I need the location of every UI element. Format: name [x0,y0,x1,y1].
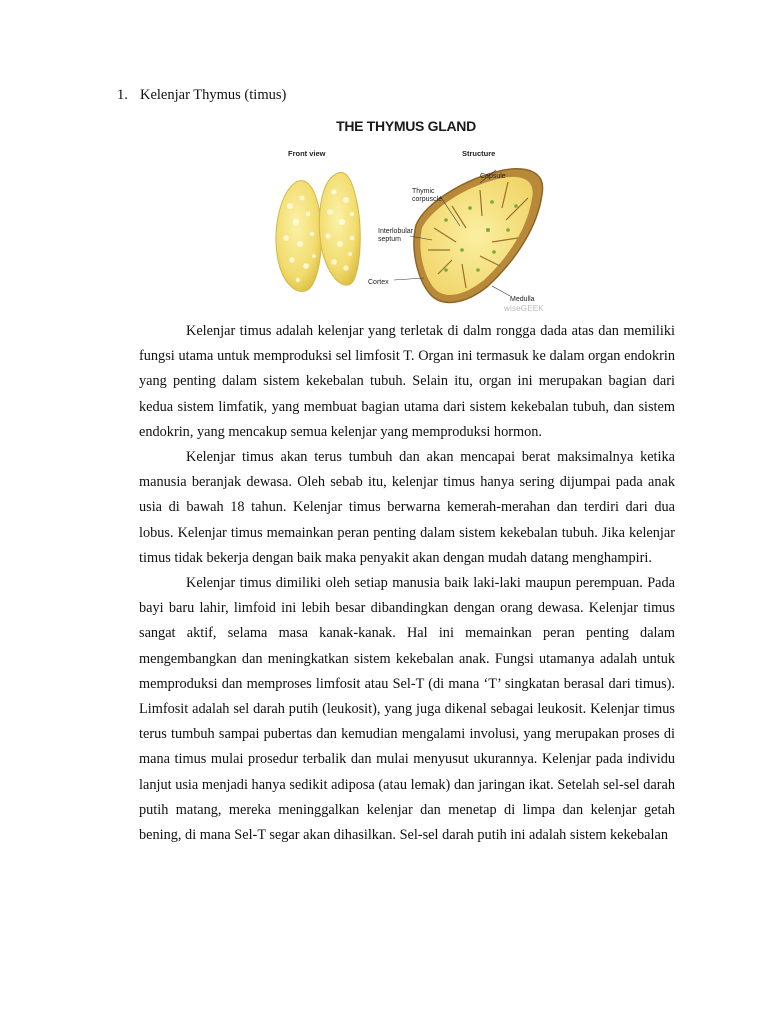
paragraph-3: Kelenjar timus dimiliki oleh setiap manusia baik laki-laki maupun perempuan. Pada bayi baru lahir, limfoid ini lebih besar dibandingkan dengan orang dewasa. Kelenjar timus sangat aktif, selama masa kanak-kanak. Hal ini memainkan peran penting dalam mengembangkan dan meningkatkan sistem kekebalan anak. Fungsi utamanya adalah untuk memproduksi dan memproses limfosit atau Sel-T (di mana ‘T’ singkatan berasal dari timus). Limfosit adalah sel darah putih (leukosit), yang juga dikenal sebagai leukosit. Kelenjar timus terus tumbuh sampai pubertas dan kemudian mengalami involusi, yang merupakan proses di mana timus mulai prosedur terbalik dan mulai menyusut ukurannya. Kelenjar pada individu lanjut usia menjadi hanya sedikit adiposa (atau lemak) dan jaringan ikat. Setelah sel-sel darah putih matang, mereka meninggalkan kelenjar dan menetap di limpa dan kelenjar getah bening, di mana Sel-T segar akan dihasilkan. Sel-sel darah putih ini adalah sistem kekebalan [139,575,675,844]
thymus-illustration [266,110,546,320]
medulla-label: Medulla [510,296,535,303]
watermark-logo: wiseGEEK [504,304,544,313]
heading-text: Kelenjar Thymus (timus) [140,87,287,103]
interlobular-label-2: septum [378,236,401,243]
cortex-label: Cortex [368,279,389,286]
body-text [139,319,675,848]
thymus-figure [266,110,546,320]
thymic-corpuscle-label-2: corpuscle [412,196,442,203]
figure-title: THE THYMUS GLAND [336,118,476,134]
interlobular-label-1: Interlobular [378,228,414,235]
thymic-corpuscle-label-1: Thymic [412,188,435,195]
paragraph-1: Kelenjar timus adalah kelenjar yang terletak di dalm rongga dada atas dan memiliki fungsi utama untuk memproduksi sel limfosit T. Organ ini termasuk ke dalam organ endokrin yang penting dalam sistem kekebalan tubuh. Selain itu, organ ini merupakan bagian dari kedua sistem limfatik, yang membuat bagian utama dari sistem kekebalan tubuh, dan sistem endokrin, yang mencakup semua kelenjar yang memproduksi hormon. [139,323,675,440]
paragraph-2: Kelenjar timus akan terus tumbuh dan akan mencapai berat maksimalnya ketika manusia beranjak dewasa. Oleh sebab itu, kelenjar timus hanya sering dijumpai pada anak usia di bawah 18 tahun. Kelenjar timus berwarna kemerah-merahan dan terdiri dari dua lobus. Kelenjar timus memainkan peran penting dalam sistem kekebalan tubuh. Jika kelenjar timus tidak bekerja dengan baik maka penyakit akan dengan mudah datang menghampiri. [139,449,675,566]
section-heading [117,86,286,104]
structure-label: Structure [462,149,496,158]
front-view-lobes [276,172,360,291]
heading-number: 1. [117,87,128,103]
front-view-label: Front view [288,149,326,158]
capsule-label: Capsule [480,173,506,180]
